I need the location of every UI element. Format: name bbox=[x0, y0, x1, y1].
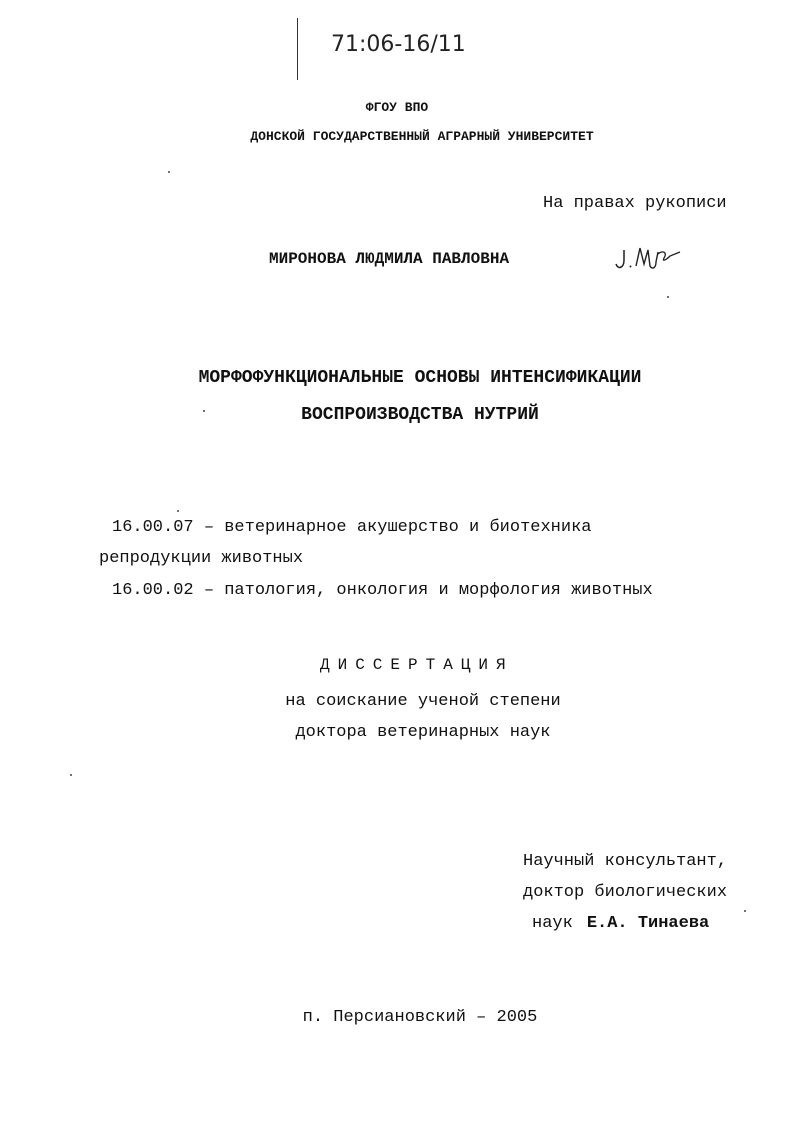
scan-speck bbox=[168, 171, 170, 173]
archive-stamp-code: 71:06-16/11 bbox=[331, 32, 466, 57]
advisor-degree-end bbox=[532, 914, 709, 933]
degree-line-2: доктора ветеринарных наук bbox=[295, 723, 551, 742]
degree-line-1: на соискание ученой степени bbox=[285, 692, 561, 711]
scan-speck bbox=[667, 296, 669, 298]
org-abbreviation: ФГОУ ВПО bbox=[365, 100, 429, 115]
advisor-role: Научный консультант, bbox=[523, 852, 728, 871]
author-name: МИРОНОВА ЛЮДМИЛА ПАВЛОВНА bbox=[269, 250, 510, 268]
dissertation-title-line-2: ВОСПРОИЗВОДСТВА НУТРИЙ bbox=[301, 405, 539, 425]
dissertation-title-line-1: МОРФОФУНКЦИОНАЛЬНЫЕ ОСНОВЫ ИНТЕНСИФИКАЦИИ bbox=[198, 368, 642, 388]
handwritten-signature-icon bbox=[612, 240, 684, 276]
scan-speck bbox=[70, 774, 72, 776]
university-name: ДОНСКОЙ ГОСУДАРСТВЕННЫЙ АГРАРНЫЙ УНИВЕРСИТЕТ bbox=[250, 129, 594, 144]
scan-speck bbox=[203, 410, 205, 412]
advisor-degree: доктор биологических bbox=[523, 883, 728, 902]
advisor-name: Е.А. Тинаева bbox=[586, 914, 710, 933]
scan-speck bbox=[744, 910, 746, 912]
scan-speck bbox=[177, 510, 179, 512]
advisor-degree-suffix: наук bbox=[532, 914, 573, 933]
specialty-1-line-1: 16.00.07 – ветеринарное акушерство и биотехника bbox=[112, 518, 592, 537]
stamp-vertical-line bbox=[297, 18, 298, 80]
document-type: ДИССЕРТАЦИЯ bbox=[320, 656, 514, 674]
manuscript-rights-note: На правах рукописи bbox=[543, 194, 727, 213]
specialty-2: 16.00.02 – патология, онкология и морфология животных bbox=[112, 581, 653, 600]
place-and-year: п. Персиановский – 2005 bbox=[302, 1008, 538, 1027]
specialty-1-line-2: репродукции животных bbox=[99, 549, 304, 568]
